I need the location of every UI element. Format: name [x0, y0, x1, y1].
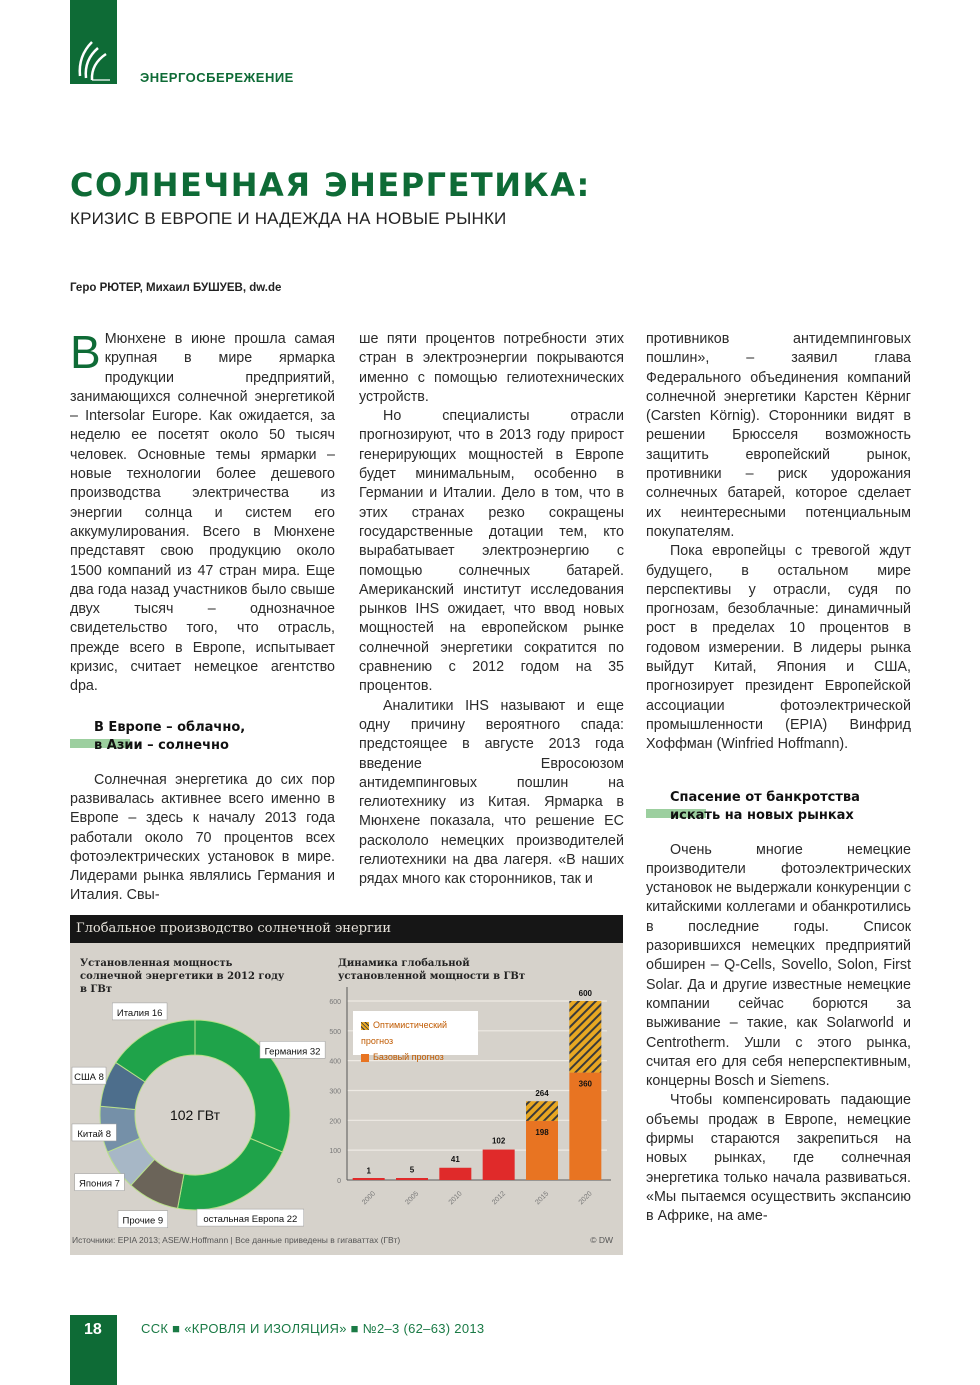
y-tick-label: 600: [329, 998, 341, 1006]
donut-center-label: 102 ГВт: [169, 1107, 221, 1123]
svg-text:Германия 32: Германия 32: [264, 1046, 321, 1058]
publication-info: ССК ■ «КРОВЛЯ И ИЗОЛЯЦИЯ» ■ №2–3 (62–63) 2013: [141, 1321, 485, 1336]
svg-text:Прочие 9: Прочие 9: [122, 1215, 164, 1227]
legend-swatch-optimistic: [361, 1022, 369, 1030]
paragraph: Солнечная энергетика до сих пор развивалась активнее всего именно в Европе – здесь к началу 2013 года работали около 70 процентов всех фотоэлектрических установок в мире. Лидерами рынка являлись Германия и Италия. Свы-: [70, 771, 335, 904]
y-tick-label: 0: [337, 1178, 341, 1185]
x-tick-label: 2020: [577, 1190, 594, 1207]
section-label: ЭНЕРГОСБЕРЕЖЕНИЕ: [140, 70, 294, 85]
y-tick-label: 500: [329, 1028, 341, 1036]
infographic: [70, 915, 623, 1255]
svg-text:Италия 16: Италия 16: [116, 1007, 163, 1019]
bar-base: [569, 1073, 601, 1180]
donut-chart-title: Установленная мощность солнечной энергетики в 2012 году в ГВт: [80, 958, 285, 995]
article-authors: Геро РЮТЕР, Михаил БУШУЕВ, dw.de: [70, 282, 282, 294]
bar-value-label: 41: [450, 1154, 460, 1164]
bar-base: [483, 1150, 515, 1180]
text-column-3: [646, 330, 911, 1226]
bar-base: [439, 1168, 471, 1180]
bar-value-label: 360: [578, 1079, 593, 1089]
infographic-header: Глобальное производство солнечной энергии: [70, 915, 623, 943]
paragraph: ше пяти процентов потребности этих стран в электроэнергии покрываются именно с помощью гелиотехнических устройств.: [359, 331, 624, 405]
subheading: В Европе – облачно, в Азии – солнечно: [70, 719, 335, 755]
page-number: 18: [84, 1321, 102, 1338]
text-column-2: [359, 330, 624, 890]
header-green-tab: [70, 0, 117, 84]
x-tick-label: 2010: [447, 1190, 464, 1207]
bar-chart-title: Динамика глобальной установленной мощности в ГВт: [338, 958, 526, 982]
x-tick-label: 2015: [534, 1190, 551, 1207]
donut-chart: [70, 975, 340, 1245]
bar-value-label: 264: [535, 1089, 549, 1099]
y-tick-label: 400: [329, 1058, 341, 1066]
legend-item-base: Базовый прогноз: [361, 1049, 472, 1065]
bar-base: [353, 1178, 385, 1180]
svg-text:остальная Европа 22: остальная Европа 22: [203, 1214, 298, 1226]
donut-label: [112, 1003, 167, 1020]
legend-item-optimistic: Оптимистический прогноз: [361, 1020, 448, 1046]
bar-base: [396, 1178, 428, 1180]
paragraph: Чтобы компенсировать падающие объемы продаж в Европе, немецкие фирмы стараются закрепиться на новых рынках, где солнечная энергетика только начала развиваться. «Мы пытаемся осуществить экспансию в Африке, на аме-: [646, 1092, 911, 1225]
svg-text:Япония 7: Япония 7: [79, 1178, 120, 1190]
bar-chart-legend: [353, 1011, 478, 1062]
article-title: СОЛНЕЧНАЯ ЭНЕРГЕТИКА:: [70, 166, 591, 204]
svg-text:Китай 8: Китай 8: [77, 1128, 112, 1140]
text-column-1: [70, 326, 335, 906]
paragraph: Аналитики IHS называют и еще одну причину вероятного спада: предстоящее в августе 2013 года введение Евросоюзом антидемпинговых пошлин на гелиотехнику из Китая. Ярмарка в Мюнхене показала, что решение ЕС раскололо немецких производителей гелиотехники на два лагеря. «В наших рядах много как сторонников, так и: [359, 697, 624, 888]
paragraph: Но специалисты отрасли прогнозируют, что в 2013 году прирост генерирующих мощностей в Европе будет минимальным, особенно в Германии и Италии. Дело в том, что в этих странах резко сокращены государственные дотации тем, кто вырабатывает электроэнергию с помощью солнечных батарей. Американский институт исследования рынков IHS ожидает, что ввод новых мощностей на европейском рынке солнечной энергетики сократится по сравнению с 2012 годом на 35 процентов.: [359, 408, 624, 695]
bar-value-label: 1: [366, 1166, 371, 1176]
donut-label: [197, 1209, 304, 1226]
y-tick-label: 300: [329, 1088, 341, 1096]
bar-optimistic: [526, 1101, 558, 1121]
svg-text:США 8: США 8: [74, 1072, 104, 1084]
leaf-stripes-logo-icon: [76, 36, 112, 82]
bar-optimistic: [569, 1001, 601, 1073]
bar-value-label: 600: [578, 988, 593, 998]
infographic-copyright: © DW: [590, 1235, 613, 1245]
subheading: Спасение от банкротства искать на новых рынках: [646, 789, 911, 825]
paragraph: Очень многие немецкие производители фотоэлектрических установок не выдержали конкуренции с китайскими коллегами и обанкротились в последние годы. Список разорившихся немецких предприятий обширен – Q-Cells, Sovello, Solon, First Solar. Да и другие известные немецкие компании сейчас борются за выживание – такие, как Solarworld и Centrotherm. Ушли с этого рынка, считая его для себя неперспективным, концерны Bosch и Siemens.: [646, 841, 911, 1090]
donut-label: [72, 1124, 116, 1141]
y-tick-label: 100: [329, 1148, 341, 1156]
article-subtitle: КРИЗИС В ЕВРОПЕ И НАДЕЖДА НА НОВЫЕ РЫНКИ: [70, 209, 507, 228]
footer-green-tab: [70, 1315, 117, 1385]
x-tick-label: 2005: [404, 1190, 421, 1207]
paragraph: В Мюнхене в июне прошла самая крупная в мире ярмарка продукции предприятий, занимающихся солнечной энергетикой – Intersolar Europe. Как ожидается, за неделю ее посетят около 50 тысяч человек. Основные темы ярмарки – новые технологии более дешевого производства электричества из энергии солнца и систем его аккумулирования. Всего в Мюнхене представят свою продукцию около 1500 компаний из 47 стран мира. Еще два года назад участников было свыше двух тысяч – однозначное свидетельство того, что отрасль, прежде всего в Европе, испытывает кризис, считает немецкое агентство dpa.: [70, 326, 335, 695]
x-tick-label: 2000: [361, 1190, 378, 1207]
donut-label: [118, 1211, 168, 1228]
donut-label: [75, 1174, 125, 1191]
bar-value-label: 102: [491, 1136, 506, 1146]
donut-label: [72, 1067, 106, 1084]
legend-swatch-base: [361, 1054, 369, 1062]
drop-cap: В: [70, 326, 101, 378]
bar-value-label: 198: [535, 1127, 549, 1137]
bar-value-label: 5: [409, 1165, 415, 1175]
y-tick-label: 200: [329, 1118, 341, 1126]
paragraph: Пока европейцы с тревогой ждут будущего, в остальном мире перспективы у отрасли, судя по прогнозам, безоблачные: динамичный рост в пределах 10 процентов в годовом измерении. В лидеры рынка выйдут Китай, Япония и США, прогнозирует президент Европейской ассоциации фотоэлектрической промышленности (EPIA) Винфрид Хоффман (Winfried Hoffmann).: [646, 543, 911, 753]
x-tick-label: 2012: [491, 1190, 508, 1207]
infographic-source: Источники: EPIA 2013; ASE/W.Hoffmann | Все данные приведены в гигаваттах (ГВт): [72, 1235, 401, 1245]
paragraph: противников антидемпинговых пошлин», – заявил глава Федерального объединения компаний солнечной энергетики Карстен Кёрниг (Carsten Körnig). Сторонники видят в решении Брюсселя возможность защитить европейский рынок, противники – риск удорожания солнечных батарей, которое сделает их неинтересными потенциальным покупателям.: [646, 331, 911, 540]
